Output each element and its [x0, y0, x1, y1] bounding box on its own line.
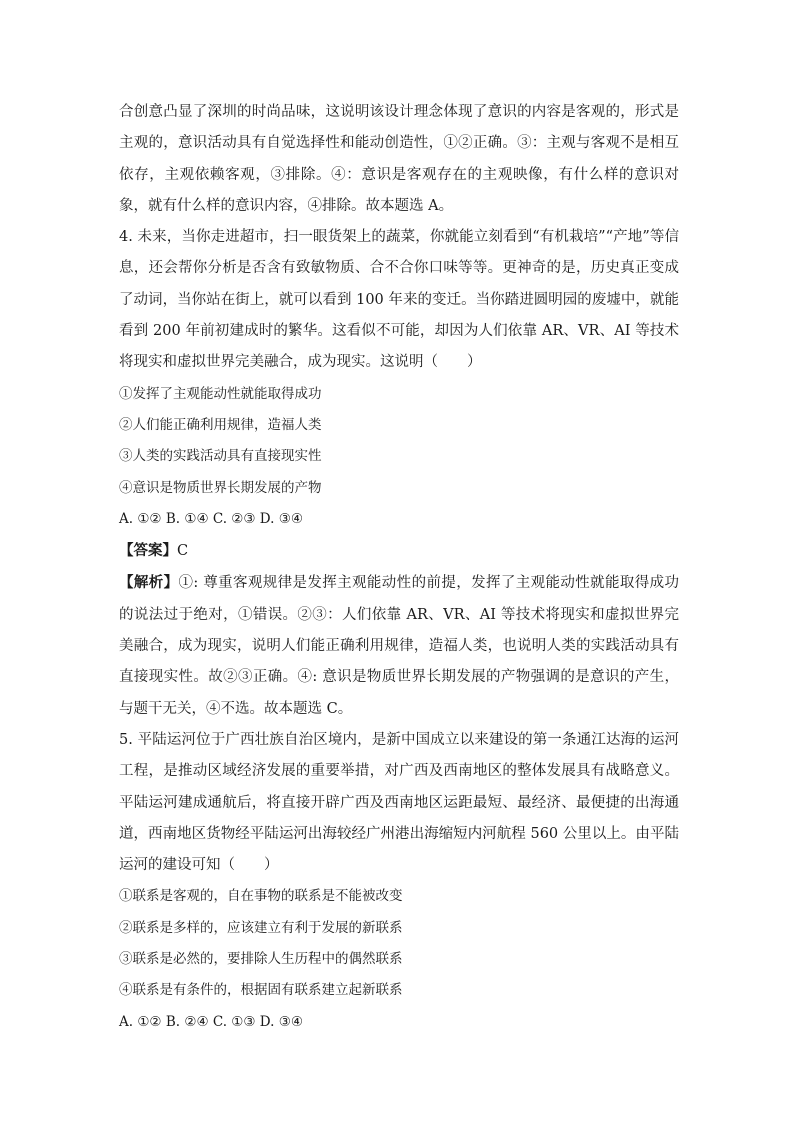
question-5-stem: 5. 平陆运河位于广西壮族自治区境内，是新中国成立以来建设的第一条通江达海的运河工程，是推动区域经济发展的重要举措，对广西及西南地区的整体发展具有战略意义。平陆运河建成通航后，将直接开辟广西及西南地区运距最短、最经济、最便捷的出海通道，西南地区货物经平陆运河出海较经广州港出海缩短内河航程 560 公里以上。由平陆运河的建设可知（ ） — [119, 731, 679, 874]
question-4-choice-c: C. ②③ — [212, 510, 256, 527]
question-5-choices — [119, 1007, 679, 1038]
question-4-option-2: ②人们能正确利用规律，造福人类 — [119, 416, 322, 433]
analysis-text: ①: 尊重客观规律是发挥主观能动性的前提，发挥了主观能动性就能取得成功的说法过于绝对，①错误。②③：人们依靠 AR、VR、AI 等技术将现实和虚拟世界完美融合，成为现实，说明人们能正确利用规律，造福人类，也说明人类的实践活动具有直接现实性。故②③正确。④: 意识是物质世界长期发展的产物强调的是意识的产生，与题干无关，④不选。故本题选 C。 — [119, 575, 679, 717]
page-content — [119, 97, 679, 1038]
question-5-choice-b: B. ②④ — [165, 1013, 209, 1030]
question-4-analysis — [119, 567, 679, 724]
previous-analysis-continuation: 合创意凸显了深圳的时尚品味，这说明该设计理念体现了意识的内容是客观的，形式是主观的，意识活动具有自觉选择性和能动创造性，①②正确。③：主观与客观不是相互依存，主观依赖客观，③排除。④：意识是客观存在的主观映像，有什么样的意识对象，就有什么样的意识内容，④排除。故本题选 A。 — [119, 104, 679, 214]
question-4-choice-d: D. ③④ — [259, 510, 303, 527]
question-5-option-1: ①联系是客观的，自在事物的联系是不能被改变 — [119, 888, 403, 905]
question-5-option-4: ④联系是有条件的，根据固有联系建立起新联系 — [119, 982, 403, 999]
question-4-option-4: ④意识是物质世界长期发展的产物 — [119, 479, 322, 496]
question-4-stem: 4. 未来，当你走进超市，扫一眼货架上的蔬菜，你就能立刻看到“有机栽培”“产地”等信息，还会帮你分析是否含有致敏物质、合不合你口味等等。更神奇的是，历史真正变成了动词，当你站在街上，就可以看到 100 年来的变迁。当你踏进圆明园的废墟中，就能看到 200 年前初建成时的繁华。这看似不可能，却因为人们依靠 AR、VR、AI 等技术将现实和虚拟世界完美融合，成为现实。这说明（ ） — [119, 229, 679, 371]
question-5-choice-a: A. ①② — [119, 1013, 162, 1030]
question-4-choice-a: A. ①② — [119, 510, 162, 527]
question-5-option-3: ③联系是必然的，要排除人生历程中的偶然联系 — [119, 951, 403, 968]
answer-value: C — [177, 543, 189, 560]
question-5-choice-c: C. ①③ — [212, 1013, 256, 1030]
question-4-option-1: ①发挥了主观能动性就能取得成功 — [119, 385, 322, 402]
analysis-tag: 【解析】 — [119, 574, 179, 592]
question-4-answer — [119, 535, 679, 567]
question-5-choice-d: D. ③④ — [259, 1013, 303, 1030]
question-4-choices — [119, 504, 679, 535]
question-4-option-3: ③人类的实践活动具有直接现实性 — [119, 448, 322, 465]
question-5-option-2: ②联系是多样的，应该建立有利于发展的新联系 — [119, 919, 403, 936]
question-4-choice-b: B. ①④ — [165, 510, 209, 527]
answer-tag: 【答案】 — [119, 542, 177, 560]
